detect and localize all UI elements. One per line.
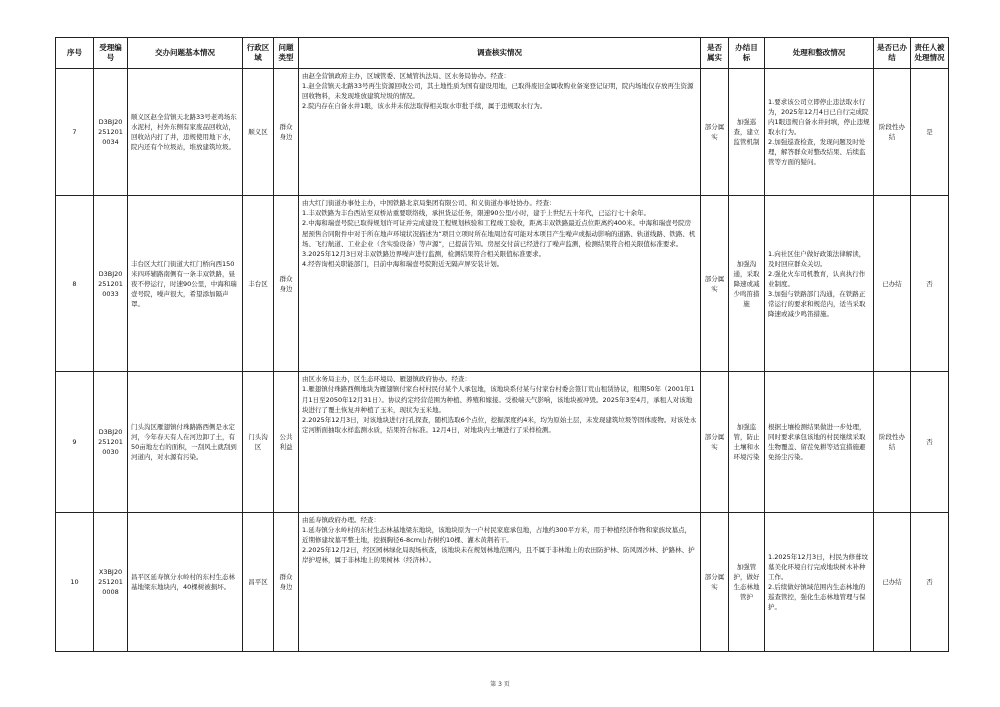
investigation-line: 2.2025年12月2日，经区园林绿化局现场核查，该地块未在规划林地范围内，且不属于非林地上的农田防护林、防风固沙林、护路林、护岸护堤林，属于非林地上的果树林（经济林）。	[302, 546, 695, 565]
row-district: 昌平区	[243, 513, 274, 652]
header-rectification: 处理和整改情况	[765, 38, 874, 69]
investigation-line: 2.中海和瑞壹号院已取得规划许可证并完成建设工程规划核验和工程竣工验收，距离丰双铁路最近点位距离约400米。中海和瑞壹号院房屋预售合同附件中对于所在地声环境状况描述为“项目立项时所在地周边有可能对本项目产生噪声或振动影响的道路、轨道线路、铁路、机场、飞行航道、工业企业（含实验设备）等声源”，已提前告知。房屋交付前已经进行了噪声监测，检测结果符合相关限值标准要求。	[302, 219, 696, 248]
row-id: D3BJ202512010030	[94, 372, 128, 513]
row-verified: 部分属实	[701, 513, 729, 652]
issues-table	[55, 37, 949, 652]
row-no: 9	[56, 372, 94, 513]
row-investigation	[299, 372, 701, 513]
header-goal: 办结目标	[729, 38, 765, 69]
row-issue: 门头沟区雁翅镇付珠路路西侧是永定河，今年春天有人在河边卸了土，有50亩地左右的面积，一刮风土就刮到河道内，对水源有污染。	[128, 372, 243, 513]
row-goal: 加强巡查，建立监管机制	[729, 69, 765, 196]
header-no: 序号	[56, 38, 94, 69]
header-row	[56, 38, 949, 69]
row-district: 门头沟区	[243, 372, 274, 513]
row-completed: 阶段性办结	[874, 69, 911, 196]
row-type: 群众身边	[274, 196, 299, 372]
rectification-line: 2.后续做好镇域范围内生态林地的巡查管控，强化生态林地管理与保护。	[768, 583, 866, 612]
row-completed: 已办结	[874, 513, 911, 652]
investigation-line: 由赵全营镇政府主办，区城管委、区城管执法局、区水务局协办。经查：	[302, 72, 510, 80]
investigation-line: 4.经咨询相关职能部门，目前中海和瑞壹号院附近无隔声屏安装计划。	[302, 259, 504, 268]
header-completed: 是否已办结	[874, 38, 911, 69]
rectification-line: 1.要求该公司立即停止违法取水行为，2025年12月4日已自行完成院内1眼违规自备水井封填，停止违规取水行为。	[768, 97, 870, 137]
row-investigation	[299, 196, 701, 372]
row-goal: 加强沟通，采取降速或减少鸣笛措施	[729, 196, 765, 372]
investigation-line: 1.雁翅镇付珠路西侧地块为雁翅镇付家台村村民付某个人承包地，该地块系付某与付家台村委会签订荒山租赁协议，租期50年（2001年1月1日至2050年12月31日）。协议约定经营范围为种植、养殖和嫁接。受极端天气影响，该地块被冲毁。2025年3至4月，承租人对该地块进行了覆土恢复并种植了玉米，现状为玉米地。	[302, 385, 695, 414]
row-type: 群众身边	[274, 69, 299, 196]
row-rectification	[765, 196, 874, 372]
rectification-line: 2.加强巡查检查，发现问题及时处理，解答群众对整改结果、后续监管等方面的疑问。	[768, 138, 866, 167]
row-investigation	[299, 69, 701, 196]
header-investigation: 调查核实情况	[299, 38, 701, 69]
investigation-line: 由延寿镇政府办理。经查：	[302, 516, 380, 525]
row-type: 群众身边	[274, 513, 299, 652]
investigation-line: 由大红门街道办事处主办，中国铁路北京局集团有限公司、和义街道办事处协办。经查：	[302, 199, 556, 208]
row-district: 顺义区	[243, 69, 274, 196]
row-rectification	[765, 372, 874, 513]
row-rectification	[765, 69, 874, 196]
rectification-line: 3.加强与铁路部门沟通，在铁路正常运行的要求和规范内，适当采取降速或减少鸣笛措施。	[768, 289, 866, 319]
row-completed: 已办结	[874, 196, 911, 372]
row-no: 7	[56, 69, 94, 196]
header-type: 问题类型	[274, 38, 299, 69]
row-issue: 丰台区大红门街道大红门桥向西150米四环辅路南侧有一条丰双铁路，昼夜不停运行，时速90公里，中海和瑞壹号院，噪声很大，希望添加隔声罩。	[128, 196, 243, 372]
investigation-line: 1.延寿镇分水岭村的东村生态林基地梁东地块，该地块原为一户村民家庭承包地，占地约300平方米，用于种植经济作物和家族坟墓点，近期修建坟墓平整土地，挖损胸径6-8cm山杏树约10棵、灌木黄荆若干。	[302, 526, 692, 545]
investigation-line: 2.院内存在自备水井1眼，该水井未依法取得相关取水审批手续，属于违规取水行为。	[302, 102, 547, 111]
row-responsible: 否	[911, 372, 949, 513]
rectification-line: 根据土壤检测结果做进一步处理，同时要求承包该地的村民继续采取生物覆盖、留茬免耕等适宜措施避免扬尘污染。	[768, 423, 866, 462]
row-type: 公共利益	[274, 372, 299, 513]
row-investigation	[299, 513, 701, 652]
row-verified: 部分属实	[701, 196, 729, 372]
header-issue: 交办问题基本情况	[128, 38, 243, 69]
header-id: 受理编号	[94, 38, 128, 69]
investigation-line: 1.丰双铁路为丰台西站至双桥站重要联络线，承担货运任务，限速90公里/小时，建于上世纪五十年代，已运行七十余年。	[302, 209, 651, 218]
row-responsible: 否	[911, 196, 949, 372]
row-completed: 阶段性办结	[874, 372, 911, 513]
row-id: D3BJ202512010034	[94, 69, 128, 196]
row-responsible: 否	[911, 513, 949, 652]
table-row	[56, 69, 949, 196]
row-goal: 加强管护，做好生态林地管护	[729, 513, 765, 652]
row-responsible: 是	[911, 69, 949, 196]
investigation-line: 2.2025年12月3日，对该地块进行打孔探查，随机选取6个点位，挖掘深度约4米，均为原始土层，未发现建筑垃圾等固体废物。对该处永定河断面抽取水样监测水质，结果符合标准。12月4日，对地块内土壤进行了采样检测。	[302, 415, 697, 434]
row-verified: 部分属实	[701, 69, 729, 196]
header-responsible: 责任人被处理情况	[911, 38, 949, 69]
row-rectification	[765, 513, 874, 652]
table-row	[56, 196, 949, 372]
page-number: 第 3 页	[490, 681, 510, 688]
rectification-line: 1.2025年12月3日，村民为修葺坟墓美化环境自行完成地块树木补种工作。	[768, 552, 869, 582]
row-no: 8	[56, 196, 94, 372]
investigation-line: 1.赵全营镇天北路33号再生资源回收公司，其土地性质为国有建设用地，已取得废旧金属收购业备案登记证明，院内场地仅存放再生资源回收物料，未发现堆放建筑垃圾的情况。	[302, 82, 694, 101]
row-id: X3BJ202512010008	[94, 513, 128, 652]
row-verified: 部分属实	[701, 372, 729, 513]
row-issue: 顺义区赵全营镇天北路33号老鸡场东水泥村，村外东侧有家废品回收站，回收站内打了井，违规使用地下水，院内还有个垃圾站，堆放建筑垃圾。	[128, 69, 243, 196]
row-no: 10	[56, 513, 94, 652]
table-row	[56, 513, 949, 652]
investigation-line: 由区水务局主办，区生态环境局、雁翅镇政府协办。经查：	[302, 375, 471, 384]
rectification-line: 2.强化火车司机教育，认真执行作业制度。	[768, 269, 866, 288]
table-row	[56, 372, 949, 513]
row-issue: 昌平区延寿镇分水岭村的东村生态林基地梁东地块内，40棵树被损坏。	[128, 513, 243, 652]
row-goal: 加强监管，防止土壤和水环境污染	[729, 372, 765, 513]
row-district: 丰台区	[243, 196, 274, 372]
investigation-line: 3.2025年12月3日对丰双铁路边界噪声进行监测，检测结果符合相关限值标准要求。	[302, 249, 546, 258]
row-id: D3BJ202512010033	[94, 196, 128, 372]
rectification-line: 1.向社区住户做好政策法律解读，及时回应群众关切。	[768, 249, 866, 268]
header-verified: 是否属实	[701, 38, 729, 69]
header-district: 行政区域	[243, 38, 274, 69]
